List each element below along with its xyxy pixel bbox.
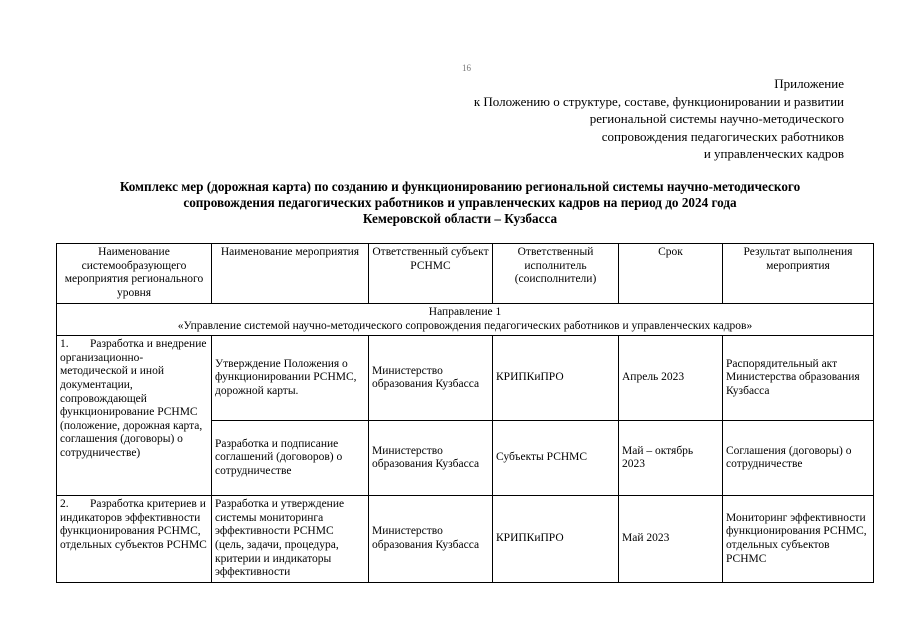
title-line: Комплекс мер (дорожная карта) по созданию и функционированию региональной системы научно-методического [119,179,801,194]
term-cell: Май 2023 [619,496,723,583]
direction-name: «Управление системой научно-методического сопровождения педагогических работников и управленческих кадров» [177,319,753,332]
document-title [40,179,880,227]
table-header-row [57,244,874,304]
header-responsible-subject: Ответственный субъект РСНМС [369,244,493,304]
header-result: Результат выполнения мероприятия [723,244,874,304]
term-cell: Май – октябрь 2023 [619,421,723,496]
system-activity-title: Разработка критериев и индикаторов эффективности функционирования РСНМС, отдельных субъектов РСНМС [60,498,207,551]
direction-cell [57,304,874,336]
title-line: сопровождения педагогических работников и управленческих кадров на период до 2024 года [183,195,737,210]
executor-cell: КРИПКиПРО [493,336,619,421]
executor-cell: Субъекты РСНМС [493,421,619,496]
system-activity-title: Разработка и внедрение организационно-методической и иной документации, сопровождающей функционирование РСНМС (положение, дорожная карта, соглашения (договоры) о сотрудничестве) [60,338,207,459]
header-term: Срок [619,244,723,304]
appendix-line: сопровождения педагогических работников [601,128,844,144]
executor-cell: КРИПКиПРО [493,496,619,583]
result-cell: Распорядительный акт Министерства образования Кузбасса [723,336,874,421]
direction-row [57,304,874,336]
page-number: 16 [462,63,471,73]
subject-cell: Министерство образования Кузбасса [369,336,493,421]
header-executor: Ответственный исполнитель (соисполнители) [493,244,619,304]
appendix-line: региональной системы научно-методического [589,111,844,126]
appendix-line: и управленческих кадров [703,146,844,161]
result-cell: Соглашения (договоры) о сотрудничестве [723,421,874,496]
title-line: Кемеровской области – Кузбасса [362,211,558,226]
activity-cell: Утверждение Положения о функционировании РСНМС, дорожной карты. [212,336,369,421]
activity-cell: Разработка и подписание соглашений (договоров) о сотрудничестве [212,421,369,496]
result-cell: Мониторинг эффективности функционирования РСНМС, отдельных субъектов РСНМС [723,496,874,583]
item-number: 2. [60,498,69,511]
subject-cell: Министерство образования Кузбасса [369,496,493,583]
direction-label: Направление 1 [428,306,502,318]
term-cell: Апрель 2023 [619,336,723,421]
system-activity-cell [57,336,212,496]
activity-cell: Разработка и утверждение системы мониторинга эффективности РСНМС (цель, задачи, процедура, критерии и индикаторы эффективности [212,496,369,583]
roadmap-table [56,243,874,583]
table-row [57,496,874,583]
system-activity-cell [57,496,212,583]
appendix-line: Приложение [774,76,844,91]
header-activity: Наименование мероприятия [212,244,369,304]
item-number: 1. [60,338,69,351]
header-system-activity: Наименование системообразующего мероприятия регионального уровня [57,244,212,304]
table-row [57,336,874,421]
subject-cell: Министерство образования Кузбасса [369,421,493,496]
appendix-header [284,75,844,163]
appendix-line: к Положению о структуре, составе, функционировании и развитии [473,93,844,109]
